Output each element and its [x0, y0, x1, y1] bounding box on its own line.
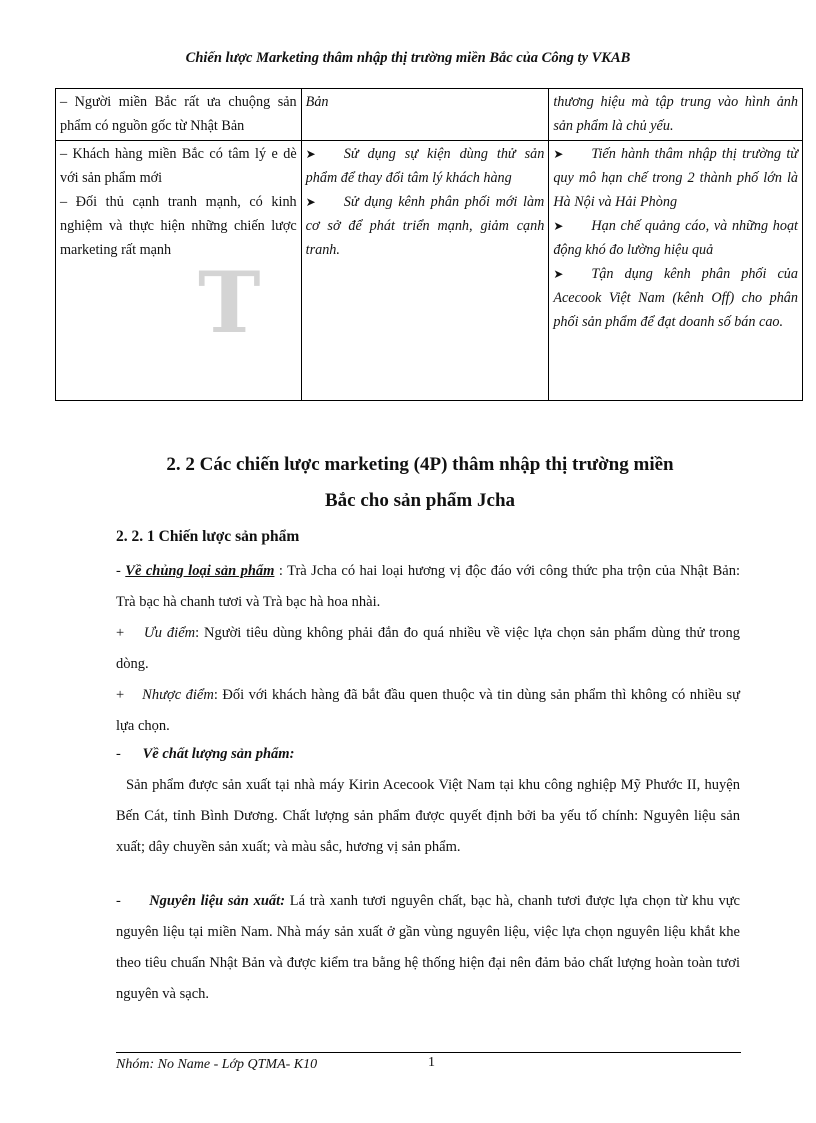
arrow-bullet-icon: ➤ — [305, 147, 316, 161]
footer-group: Nhóm: No Name - Lớp QTMA- K10 — [116, 1057, 318, 1072]
para-lead: - — [116, 893, 150, 909]
paragraph-advantages — [116, 618, 740, 680]
para-label: Nhược điểm — [142, 687, 214, 703]
footer-divider — [116, 1052, 741, 1053]
cell-line: – Khách hàng miền Bắc có tâm lý e dè với sản phẩm mới — [60, 146, 297, 186]
table-cell: thương hiệu mà tập trung vào hình ảnh sản phẩm là chủ yếu. — [549, 89, 803, 141]
page-number: 1 — [428, 1055, 435, 1070]
table-cell: Bản — [301, 89, 549, 141]
running-header: Chiến lược Marketing thâm nhập thị trường miền Bắc của Công ty VKAB — [185, 50, 631, 66]
para-lead: + — [116, 687, 143, 703]
paragraph-quality-body: Sản phẩm được sản xuất tại nhà máy Kirin Acecook Việt Nam tại khu công nghiệp Mỹ Phước II, huyện Bến Cát, tỉnh Bình Dương. Chất lượng sản phẩm được quyết định bởi ba yếu tố chính: Nguyên liệu sản xuất; dây chuyền sản xuất; và màu sắc, hương vị sản phẩm. — [116, 777, 740, 855]
para-label: Ưu điểm — [143, 625, 196, 641]
para-text: : Trà Jcha có hai loại hương vị độc đáo với công thức pha trộn của Nhật Bản: Trà bạc hà chanh tươi và Trà bạc hà hoa nhài. — [116, 563, 740, 610]
cell-text: Tận dụng kênh phân phối của Acecook Việt Nam (kênh Off) cho phân phối sản phẩm để đạt doanh số bán cao. — [553, 266, 798, 330]
cell-text: Sử dụng kênh phân phối mới làm cơ sở để phát triển mạnh, giảm cạnh tranh. — [305, 194, 545, 258]
para-text: : Đối với khách hàng đã bắt đầu quen thuộc và tin dùng sản phẩm thì không có nhiều sự lựa chọn. — [116, 687, 740, 734]
cell-line — [553, 214, 798, 262]
table-cell: – Người miền Bắc rất ưa chuộng sản phẩm có nguồn gốc từ Nhật Bản — [56, 89, 302, 141]
arrow-bullet-icon: ➤ — [553, 147, 564, 161]
cell-text: Sử dụng sự kiện dùng thử sản phẩm để thay đổi tâm lý khách hàng — [305, 146, 545, 186]
paragraph-product-types — [116, 556, 740, 618]
para-lead: + — [116, 625, 144, 641]
para-label: Nguyên liệu sản xuất: — [149, 893, 286, 909]
cell-text: Hạn chế quảng cáo, và những hoạt động khó đo lường hiệu quả — [553, 218, 798, 258]
cell-line — [306, 142, 545, 190]
watermark-logo: T — [198, 253, 261, 352]
section-title-cont: Bắc cho sản phẩm Jcha — [324, 490, 516, 511]
strategy-table — [55, 88, 803, 401]
paragraph-quality-heading — [116, 739, 740, 770]
subsection-heading: 2. 2. 1 Chiến lược sản phẩm — [116, 528, 300, 545]
para-label: Về chủng loại sản phẩm — [125, 563, 275, 579]
cell-line — [553, 262, 798, 334]
para-lead: - — [116, 563, 126, 579]
para-label: Về chất lượng sản phẩm: — [142, 746, 295, 762]
cell-line — [553, 142, 798, 214]
table-cell — [56, 141, 302, 401]
table-cell — [301, 141, 549, 401]
para-text: Lá trà xanh tươi nguyên chất, bạc hà, chanh tươi được lựa chọn từ khu vực nguyên liệu tại miền Nam. Nhà máy sản xuất ở gần vùng nguyên liệu, việc lựa chọn nguyên liệu khắt khe theo tiêu chuẩn Nhật Bản và được kiểm tra bằng hệ thống hiện đại nên đảm bảo chất lượng hoàn toàn tươi nguyên và sạch. — [116, 893, 740, 1002]
cell-line: – Đối thủ cạnh tranh mạnh, có kinh nghiệm và thực hiện những chiến lược marketing rất mạnh — [60, 194, 297, 258]
cell-line — [306, 190, 545, 262]
cell-text: Tiến hành thâm nhập thị trường từ quy mô hạn chế trong 2 thành phố lớn là Hà Nội và Hải Phòng — [553, 146, 798, 210]
para-lead: - — [116, 746, 143, 762]
para-text: : Người tiêu dùng không phải đắn đo quá nhiều về việc lựa chọn sản phẩm dùng thử trong dòng. — [116, 625, 740, 672]
table-cell — [549, 141, 803, 401]
table-row — [56, 141, 803, 401]
table-row — [56, 89, 803, 141]
arrow-bullet-icon: ➤ — [553, 219, 564, 233]
arrow-bullet-icon: ➤ — [305, 195, 316, 209]
section-title: 2. 2 Các chiến lược marketing (4P) thâm nhập thị trường miền — [166, 454, 674, 475]
paragraph-disadvantages — [116, 680, 740, 742]
paragraph-materials — [116, 886, 740, 1010]
arrow-bullet-icon: ➤ — [553, 267, 564, 281]
